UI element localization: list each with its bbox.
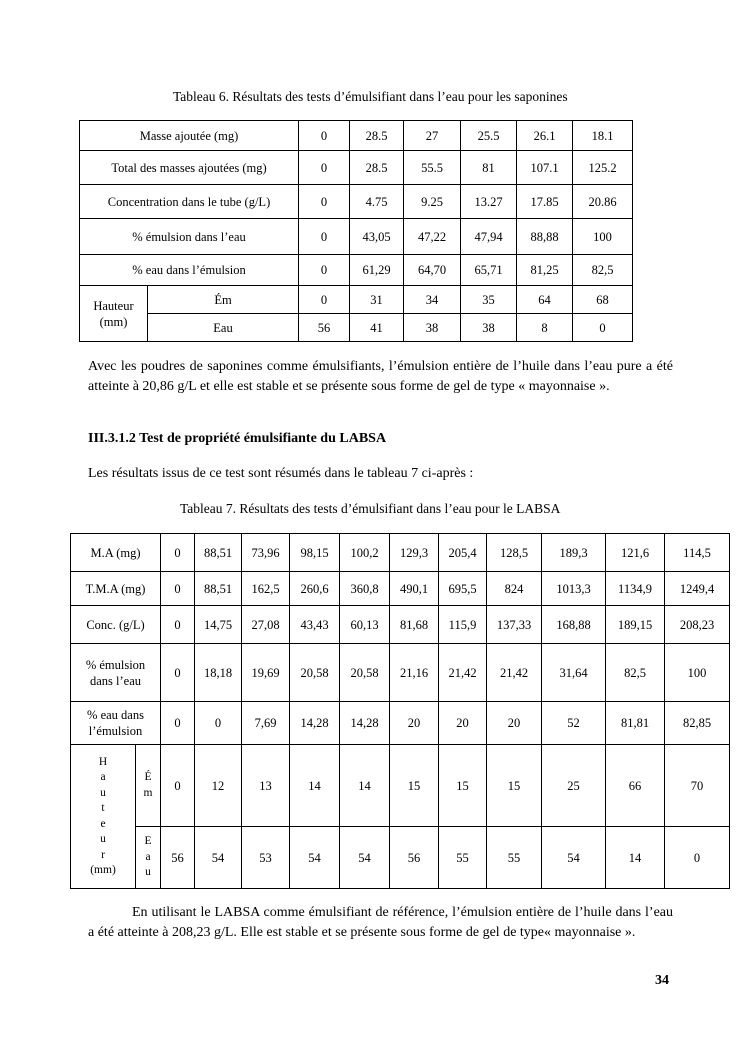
table7-cell: 15	[390, 745, 439, 827]
table6-cell: 61,29	[350, 255, 404, 286]
table6-cell: 0	[299, 286, 350, 314]
paragraph-intro-table7: Les résultats issus de ce test sont résumés dans le tableau 7 ci-après :	[88, 466, 474, 481]
table6-row	[80, 255, 633, 286]
table7-cell: 0	[161, 702, 195, 745]
table7-cell: 128,5	[487, 534, 542, 572]
table6-cell: 47,22	[404, 219, 461, 255]
table6-row	[80, 151, 633, 185]
table6-cell: 0	[299, 219, 350, 255]
table6-cell: 18.1	[573, 121, 633, 151]
table7-height-letter: a	[100, 771, 106, 783]
table7-cell: 0	[161, 606, 195, 644]
table7-row	[71, 534, 730, 572]
table7-cell: 14	[340, 745, 390, 827]
table6-cell: 0	[299, 255, 350, 286]
table7-cell: 15	[439, 745, 487, 827]
table7-row-label-line1: % émulsion	[85, 657, 146, 672]
table7-cell: 0	[195, 702, 242, 745]
table7-height-letter: u	[100, 833, 106, 845]
table7-cell: 73,96	[242, 534, 290, 572]
table6-cell: 34	[404, 286, 461, 314]
table7-cell: 81,81	[606, 702, 665, 745]
table7-cell: 21,16	[390, 644, 439, 702]
table7-cell: 19,69	[242, 644, 290, 702]
table7-caption: Tableau 7. Résultats des tests d’émulsifiant dans l’eau pour le LABSA	[180, 501, 561, 516]
table6-row-label: % émulsion dans l’eau	[80, 219, 299, 255]
table7-cell: 21,42	[439, 644, 487, 702]
table7-cell: 66	[606, 745, 665, 827]
table7-cell: 100,2	[340, 534, 390, 572]
table7-cell: 31,64	[542, 644, 606, 702]
table7-cell: 82,85	[665, 702, 730, 745]
table6-cell: 68	[573, 286, 633, 314]
table6-cell: 82,5	[573, 255, 633, 286]
table7-cell: 53	[242, 827, 290, 889]
table7-cell: 18,18	[195, 644, 242, 702]
table6-row	[80, 219, 633, 255]
table6-cell: 41	[350, 314, 404, 342]
table7-cell: 824	[487, 572, 542, 606]
table7-height-letter: e	[100, 817, 106, 830]
table7-cell: 20	[439, 702, 487, 745]
section-heading: III.3.1.2 Test de propriété émulsifiante du LABSA	[88, 431, 387, 446]
table6-cell: 38	[461, 314, 517, 342]
table7-em-label	[136, 745, 161, 827]
table7-height-label	[71, 745, 136, 889]
table7-cell: 20	[390, 702, 439, 745]
table7-row	[71, 827, 730, 889]
table6-cell: 56	[299, 314, 350, 342]
table7-cell: 88,51	[195, 572, 242, 606]
table7-height-letter: t	[101, 802, 105, 814]
table7-cell: 54	[340, 827, 390, 889]
table6-row	[80, 185, 633, 219]
table7-cell: 56	[390, 827, 439, 889]
table7-cell: 205,4	[439, 534, 487, 572]
table6-row-label: % eau dans l’émulsion	[80, 255, 299, 286]
table7-cell: 121,6	[606, 534, 665, 572]
table6-cell: 64	[517, 286, 573, 314]
table7-cell: 70	[665, 745, 730, 827]
table7-cell: 100	[665, 644, 730, 702]
table6-height-label-line2: (mm)	[99, 314, 128, 329]
table6-cell: 55.5	[404, 151, 461, 185]
table6-cell: 9.25	[404, 185, 461, 219]
table7-cell: 0	[161, 644, 195, 702]
table7-row-label	[71, 702, 161, 745]
table7-cell: 114,5	[665, 534, 730, 572]
table6-cell: 100	[573, 219, 633, 255]
table7-cell: 14,75	[195, 606, 242, 644]
table7-cell: 695,5	[439, 572, 487, 606]
table6-row-label: Masse ajoutée (mg)	[80, 121, 299, 151]
table7-cell: 208,23	[665, 606, 730, 644]
table6-cell: 0	[299, 151, 350, 185]
table7-cell: 189,15	[606, 606, 665, 644]
table6-cell: 81,25	[517, 255, 573, 286]
table7-height-letter: r	[101, 848, 105, 861]
table6-cell: 31	[350, 286, 404, 314]
table6-em-label: Ém	[148, 286, 299, 314]
table7-cell: 43,43	[290, 606, 340, 644]
table7-eau-letter: u	[145, 866, 151, 879]
page-number: 34	[655, 973, 669, 988]
table6-row	[80, 286, 633, 314]
table7-eau-letter: a	[145, 850, 151, 863]
table7-cell: 0	[665, 827, 730, 889]
table7-cell: 115,9	[439, 606, 487, 644]
table7-cell: 7,69	[242, 702, 290, 745]
table7-cell: 25	[542, 745, 606, 827]
table6-cell: 81	[461, 151, 517, 185]
table6-eau-label: Eau	[148, 314, 299, 342]
table7-row	[71, 745, 730, 827]
paragraph-labsa: En utilisant le LABSA comme émulsifiant de référence, l’émulsion entière de l’huile dans l’eau a été atteinte à 208,23 g/L. Elle est stable et se présente sous forme de gel de type« mayonnaise ».	[88, 905, 673, 940]
table7-row-label: Conc. (g/L)	[71, 606, 161, 644]
table7	[70, 533, 730, 889]
table7-cell: 20,58	[290, 644, 340, 702]
table7-cell: 98,15	[290, 534, 340, 572]
table6-row	[80, 121, 633, 151]
table7-row-label-line1: % eau dans	[87, 708, 144, 722]
table7-cell: 54	[290, 827, 340, 889]
table7-cell: 88,51	[195, 534, 242, 572]
table7-row-label	[71, 644, 161, 702]
table7-cell: 54	[542, 827, 606, 889]
table7-row-label: M.A (mg)	[71, 534, 161, 572]
table7-cell: 55	[439, 827, 487, 889]
table7-row-label-line2: dans l’eau	[89, 673, 142, 688]
table7-row-label: T.M.A (mg)	[71, 572, 161, 606]
table6-cell: 0	[299, 121, 350, 151]
table7-row	[71, 572, 730, 606]
table7-cell: 137,33	[487, 606, 542, 644]
table6-height-label	[80, 286, 148, 342]
table6-cell: 88,88	[517, 219, 573, 255]
table7-cell: 0	[161, 745, 195, 827]
table7-cell: 260,6	[290, 572, 340, 606]
table7-height-letter: u	[100, 786, 106, 799]
table7-height-unit: (mm)	[90, 864, 116, 876]
table7-cell: 360,8	[340, 572, 390, 606]
table7-cell: 13	[242, 745, 290, 827]
paragraph-saponines: Avec les poudres de saponines comme émulsifiants, l’émulsion entière de l’huile dans l’eau pure a été atteinte à 20,86 g/L et elle est stable et se présente sous forme de gel de type « mayonnaise ».	[88, 359, 673, 394]
table7-cell: 12	[195, 745, 242, 827]
table6-cell: 27	[404, 121, 461, 151]
table6-cell: 64,70	[404, 255, 461, 286]
table7-height-letter: H	[98, 755, 108, 768]
table6-cell: 26.1	[517, 121, 573, 151]
table7-cell: 162,5	[242, 572, 290, 606]
table6	[79, 120, 633, 342]
table7-cell: 0	[161, 572, 195, 606]
table6-cell: 35	[461, 286, 517, 314]
table7-cell: 14	[290, 745, 340, 827]
table7-eau-label	[136, 827, 161, 889]
table7-cell: 14,28	[340, 702, 390, 745]
table7-cell: 60,13	[340, 606, 390, 644]
table6-caption: Tableau 6. Résultats des tests d’émulsifiant dans l’eau pour les saponines	[173, 89, 568, 104]
table7-cell: 14,28	[290, 702, 340, 745]
table7-row-label-line2: l’émulsion	[88, 724, 143, 738]
table6-cell: 47,94	[461, 219, 517, 255]
table7-cell: 0	[161, 534, 195, 572]
table6-row-label: Total des masses ajoutées (mg)	[80, 151, 299, 185]
table6-cell: 107.1	[517, 151, 573, 185]
table7-cell: 15	[487, 745, 542, 827]
table7-cell: 129,3	[390, 534, 439, 572]
table6-cell: 25.5	[461, 121, 517, 151]
table7-row	[71, 606, 730, 644]
table7-cell: 56	[161, 827, 195, 889]
table7-row	[71, 644, 730, 702]
table7-cell: 1134,9	[606, 572, 665, 606]
table7-cell: 54	[195, 827, 242, 889]
table7-cell: 81,68	[390, 606, 439, 644]
table6-row-label: Concentration dans le tube (g/L)	[80, 185, 299, 219]
table6-row	[80, 314, 633, 342]
table6-cell: 125.2	[573, 151, 633, 185]
table6-cell: 8	[517, 314, 573, 342]
table7-row	[71, 702, 730, 745]
table7-em-letter: É	[144, 771, 152, 783]
table6-height-label-line1: Hauteur	[93, 298, 134, 313]
table7-cell: 20,58	[340, 644, 390, 702]
table7-cell: 20	[487, 702, 542, 745]
table6-cell: 38	[404, 314, 461, 342]
table7-cell: 52	[542, 702, 606, 745]
table7-cell: 490,1	[390, 572, 439, 606]
table7-eau-letter: E	[144, 835, 152, 848]
table7-cell: 168,88	[542, 606, 606, 644]
table7-cell: 14	[606, 827, 665, 889]
table7-cell: 189,3	[542, 534, 606, 572]
table6-cell: 20.86	[573, 185, 633, 219]
table6-cell: 65,71	[461, 255, 517, 286]
table7-cell: 82,5	[606, 644, 665, 702]
table6-cell: 28.5	[350, 121, 404, 151]
table7-cell: 1249,4	[665, 572, 730, 606]
table6-cell: 13.27	[461, 185, 517, 219]
table6-cell: 28.5	[350, 151, 404, 185]
table7-cell: 1013,3	[542, 572, 606, 606]
table6-cell: 0	[299, 185, 350, 219]
table7-cell: 27,08	[242, 606, 290, 644]
table6-cell: 17.85	[517, 185, 573, 219]
table7-cell: 21,42	[487, 644, 542, 702]
table7-cell: 55	[487, 827, 542, 889]
table6-cell: 4.75	[350, 185, 404, 219]
table6-cell: 0	[573, 314, 633, 342]
table6-cell: 43,05	[350, 219, 404, 255]
table7-em-letter: m	[143, 786, 153, 799]
